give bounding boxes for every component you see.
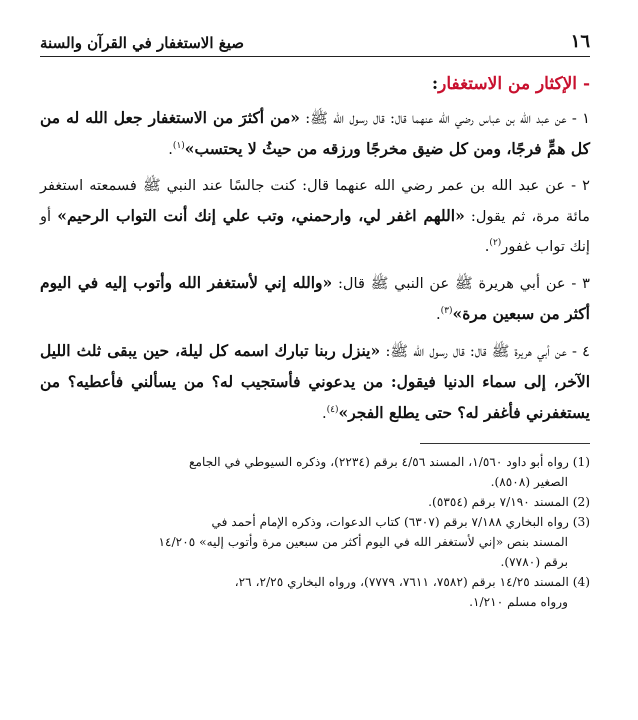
running-title: صيغ الاستغفار في القرآن والسنة [40,34,244,52]
hadith-1 [40,103,590,165]
hadith-4-intro: ٤ - عن أبي هريرة ﷺ قال: قال رسول الله ﷺ: [385,343,591,360]
footnote-1-line-2: الصغير (٨٥٠٨). [490,475,568,489]
footnote-ref-1[interactable]: (١) [172,141,185,152]
footnote-1-line-1: (1) رواه أبو داود ١/٥٦٠، المسند ٤/٥٦ برقم (٢٢٣٤)، وذكره السيوطي في الجامع [188,455,590,469]
footnote-2-line-1: (2) المسند ٧/١٩٠ برقم (٥٣٥٤). [428,495,590,509]
heading-colon: : [431,74,439,94]
footnote-ref-4[interactable]: (٤) [326,405,339,416]
hadith-3-text: «والله إني لأستغفر الله وأتوب إليه في اليوم أكثر من سبعين مرة» [40,273,590,323]
footnote-4-line-2: ورواه مسلم ١/٢١٠. [469,595,568,609]
footnote-4 [40,572,590,612]
page-header [40,22,590,57]
heading-dash: - [582,74,590,94]
hadith-2-text: «اللهم اغفر لي، وارحمني، وتب علي إنك أنت التواب الرحيم» [57,206,465,225]
footnote-2 [40,492,590,512]
section-heading [40,71,590,97]
hadith-1-end: . [168,141,173,158]
footnote-separator [420,443,590,444]
hadith-1-intro: ١ - عن عبد الله بن عباس رضي الله عنهما قال: قال رسول الله ﷺ: [305,110,591,127]
footnote-3-line-3: برقم (٧٧٨٠). [500,555,568,569]
footnote-3-line-2: المسند بنص «إني لأستغفر الله في اليوم أكثر من سبعين مرة وأتوب إليه» ١٤/٢٠٥ [158,535,568,549]
hadith-4-end: . [321,405,327,422]
heading-text: الإكثار من الاستغفار [438,74,578,94]
hadith-4 [40,336,590,429]
hadith-2 [40,171,590,262]
footnote-3-line-1: (3) رواه البخاري ٧/١٨٨ برقم (٦٣٠٧) كتاب الدعوات، وذكره الإمام أحمد في [211,515,590,529]
hadith-2-end: . [484,238,490,255]
footnote-ref-3[interactable]: (٣) [440,306,453,317]
hadith-1-text: «من أكثرَ من الاستغفار جعل الله له من كل همٍّ فرجًا، ومن كل ضيق مخرجًا ورزقه من حيثُ لا يحتسب» [40,108,590,158]
footnote-1 [40,452,590,492]
hadith-3 [40,268,590,330]
footnote-ref-2[interactable]: (٢) [489,238,502,249]
hadith-4-text: «ينزل ربنا تبارك اسمه كل ليلة، حين يبقى ثلث الليل الآخر، إلى سماء الدنيا فيقول: من يدعوني فأستجيب له؟ من يسألني فأعطيه؟ من يستغفرني فأغفر له؟ حتى يطلع الفجر» [40,341,590,422]
book-page [40,22,590,702]
footnote-4-line-1: (4) المسند ١٤/٢٥ برقم (٧٥٨٢، ٧٦١١، ٧٧٧٩)، ورواه البخاري ٢/٢٥، ٢٦، [234,575,590,589]
footnotes [40,452,590,612]
hadith-3-end: . [435,306,441,323]
footnote-3 [40,512,590,572]
hadith-3-intro: ٣ - عن أبي هريرة ﷺ عن النبي ﷺ قال: [338,275,590,292]
hadith-2-after: أو إنك تواب غفور [40,208,590,255]
page-number: ١٦ [570,31,590,52]
hadith-2-intro: ٢ - عن عبد الله بن عمر رضي الله عنهما قال: كنت جالسًا عند النبي ﷺ فسمعته استغفر مائة مرة، ثم يقول: [40,177,590,225]
